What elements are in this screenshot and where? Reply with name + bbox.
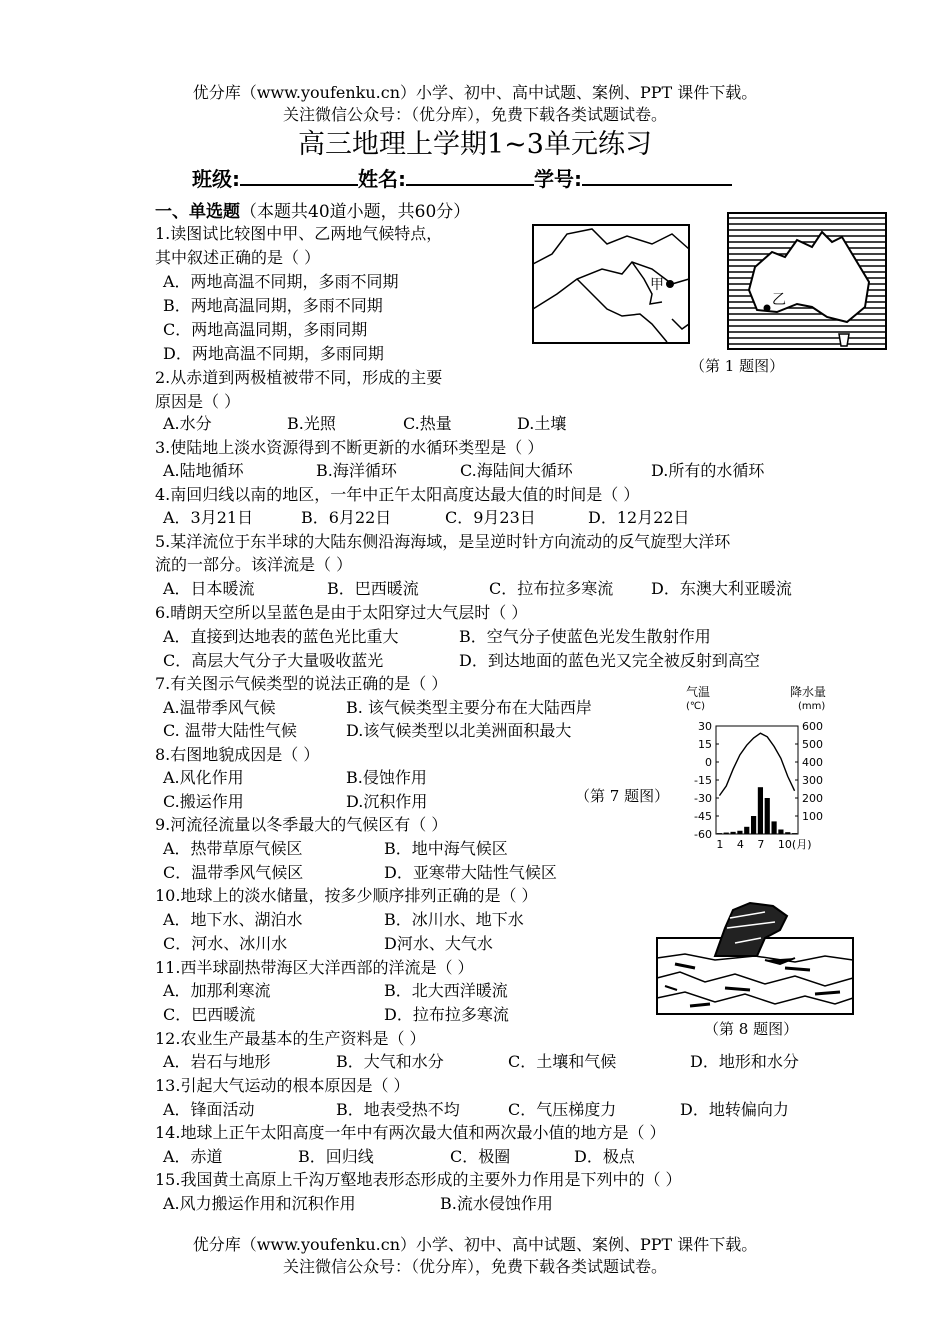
q12-option-a[interactable]: A．岩石与地形 [163,1052,271,1071]
q2-option-a[interactable]: A.水分 [163,414,212,433]
q8-option-a[interactable]: A.风化作用 [163,768,244,787]
q12-option-c[interactable]: C．土壤和气候 [508,1052,617,1071]
temp-tick-label: -45 [694,810,712,823]
question-3-stem: 3.使陆地上淡水资源得到不断更新的水循环类型是（ ） [155,438,544,457]
question-1-stem-2: 其中叙述正确的是（ ） [155,248,321,267]
temp-tick-label: -30 [694,792,712,805]
student-info-row [192,163,732,192]
question-14-stem: 14.地球上正午太阳高度一年中有两次最大值和两次最小值的地方是（ ） [155,1123,666,1142]
q7-option-c[interactable]: C. 温带大陆性气候 [163,721,297,740]
question-6-stem: 6.晴朗天空所以呈蓝色是由于太阳穿过大气层时（ ） [155,603,528,622]
precip-bar [771,821,776,834]
question-7-stem: 7.有关图示气候类型的说法正确的是（ ） [155,674,448,693]
temp-tick-label: 0 [705,756,712,769]
question-12-stem: 12.农业生产最基本的生产资料是（ ） [155,1029,426,1048]
q13-option-b[interactable]: B．地表受热不均 [336,1100,460,1119]
q11-option-c[interactable]: C．巴西暖流 [163,1005,256,1024]
temp-tick-label: 15 [698,738,712,751]
question-4-stem: 4.南回归线以南的地区，一年中正午太阳高度达最大值的时间是（ ） [155,485,640,504]
question-8-stem: 8.右图地貌成因是（ ） [155,745,320,764]
class-label: 班级: [192,167,240,191]
q10-option-b[interactable]: B．冰川水、地下水 [384,910,524,929]
q7-option-d[interactable]: D.该气候类型以北美洲面积最大 [346,721,572,740]
q14-option-c[interactable]: C．极圈 [450,1147,511,1166]
q5-option-b[interactable]: B．巴西暖流 [327,579,419,598]
q9-option-a[interactable]: A．热带草原气候区 [163,839,303,858]
section-title: 一、单选题 [155,202,240,222]
question-15-stem: 15.我国黄土高原上千沟万壑地表形态形成的主要外力作用是下列中的（ ） [155,1170,682,1189]
q10-option-d[interactable]: D河水、大气水 [384,934,493,953]
precip-bar [778,830,783,835]
q6-option-d[interactable]: D．到达地面的蓝色光又完全被反射到高空 [459,651,760,670]
q10-option-a[interactable]: A．地下水、湖泊水 [163,910,303,929]
q12-option-b[interactable]: B．大气和水分 [336,1052,444,1071]
q9-option-b[interactable]: B．地中海气候区 [384,839,508,858]
temp-tick-label: -15 [694,774,712,787]
q14-option-b[interactable]: B．回归线 [298,1147,374,1166]
q4-option-d[interactable]: D．12月22日 [588,508,690,527]
q3-option-b[interactable]: B.海洋循环 [316,461,397,480]
page-title: 高三地理上学期1~3单元练习 [298,129,652,160]
q6-option-b[interactable]: B．空气分子使蓝色光发生散射作用 [459,627,711,646]
precip-bar [751,816,756,834]
q8-option-c[interactable]: C.搬运作用 [163,792,244,811]
month-tick-label: 7 [757,838,765,851]
q13-option-a[interactable]: A．锋面活动 [163,1100,255,1119]
q5-option-a[interactable]: A．日本暖流 [163,579,255,598]
q3-option-a[interactable]: A.陆地循环 [163,461,244,480]
label-jia: 甲 [650,277,664,293]
q7-option-a[interactable]: A.温带季风气候 [163,698,276,717]
temp-axis-unit: (℃) [686,701,706,712]
precip-bar [765,798,770,834]
q14-option-d[interactable]: D．极点 [574,1147,635,1166]
figure-8-landform [655,898,855,1016]
figure-1-map-yi [727,212,887,350]
question-1-stem-1: 1.读图试比较图中甲、乙两地气候特点， [155,224,443,243]
id-label: 学号: [534,167,582,191]
month-tick-label: 4 [736,838,744,851]
q6-option-c[interactable]: C．高层大气分子大量吸收蓝光 [163,651,384,670]
q9-option-c[interactable]: C．温带季风气候区 [163,863,304,882]
q2-option-b[interactable]: B.光照 [287,414,336,433]
q15-option-a[interactable]: A.风力搬运作用和沉积作用 [163,1194,356,1213]
name-label: 姓名: [358,167,406,191]
precip-bar [758,787,763,834]
section-note: （本题共40道小题，共60分） [240,202,471,222]
temp-axis-title: 气温 [686,685,711,699]
q12-option-d[interactable]: D．地形和水分 [690,1052,799,1071]
q3-option-d[interactable]: D.所有的水循环 [651,461,765,480]
precip-bar [730,832,735,834]
q10-option-c[interactable]: C．河水、冰川水 [163,934,288,953]
site-header-line2: 关注微信公众号：（优分库），免费下载各类试题试卷。 [282,105,667,124]
q1-option-d[interactable]: D．两地高温不同期，多雨同期 [163,344,384,363]
q6-option-a[interactable]: A．直接到达地表的蓝色光比重大 [163,627,399,646]
precip-bar [785,832,790,834]
q3-option-c[interactable]: C.海陆间大循环 [460,461,573,480]
month-tick-label: 1 [716,838,724,851]
q4-option-b[interactable]: B．6月22日 [301,508,392,527]
q13-option-d[interactable]: D．地转偏向力 [680,1100,789,1119]
q9-option-d[interactable]: D．亚寒带大陆性气候区 [384,863,557,882]
precip-tick-label: 600 [802,720,823,733]
id-blank[interactable] [582,164,732,186]
q14-option-a[interactable]: A．赤道 [163,1147,223,1166]
q5-option-d[interactable]: D．东澳大利亚暖流 [651,579,792,598]
temp-tick-label: 30 [698,720,712,733]
question-5-stem-2: 流的一部分。该洋流是（ ） [155,555,353,574]
q7-option-b[interactable]: B. 该气候类型主要分布在大陆西岸 [346,698,592,717]
q15-option-b[interactable]: B.流水侵蚀作用 [440,1194,553,1213]
question-2-stem-2: 原因是（ ） [155,392,241,411]
q1-option-b[interactable]: B．两地高温同期，多雨不同期 [163,296,383,315]
name-blank[interactable] [406,164,534,186]
q13-option-c[interactable]: C．气压梯度力 [508,1100,617,1119]
figure-1-caption: （第 1 题图） [690,357,785,375]
figure-1-map-jia [532,224,690,344]
question-11-stem: 11.西半球副热带海区大洋西部的洋流是（ ） [155,958,474,977]
precip-tick-label: 400 [802,756,823,769]
precip-axis-unit: (mm) [798,701,826,712]
q11-option-b[interactable]: B．北大西洋暖流 [384,981,508,1000]
q5-option-c[interactable]: C．拉布拉多寒流 [489,579,614,598]
q1-option-c[interactable]: C．两地高温同期，多雨同期 [163,320,368,339]
q4-option-c[interactable]: C．9月23日 [445,508,536,527]
temperature-line [719,733,794,795]
figure-7-climate-chart [680,684,850,854]
figure-8-caption: （第 8 题图） [704,1020,799,1038]
precip-bar [792,833,797,834]
site-footer-line2: 关注微信公众号：（优分库），免费下载各类试题试卷。 [282,1257,667,1276]
precip-bar [717,833,722,834]
q11-option-a[interactable]: A．加那利寒流 [163,981,271,1000]
question-2-stem-1: 2.从赤道到两极植被带不同，形成的主要 [155,368,443,387]
question-13-stem: 13.引起大气运动的根本原因是（ ） [155,1076,410,1095]
q8-option-d[interactable]: D.沉积作用 [346,792,428,811]
q4-option-a[interactable]: A．3月21日 [163,508,254,527]
precip-axis-title: 降水量 [790,685,827,699]
month-tick-label: 10(月) [777,838,812,851]
precip-tick-label: 100 [802,810,823,823]
q1-option-a[interactable]: A．两地高温不同期，多雨不同期 [163,272,399,291]
precip-bar [724,833,729,834]
q2-option-d[interactable]: D.土壤 [517,414,567,433]
temp-tick-label: -60 [694,828,712,841]
q11-option-d[interactable]: D．拉布拉多寒流 [384,1005,509,1024]
q2-option-c[interactable]: C.热量 [403,414,452,433]
figure-7-caption: （第 7 题图） [575,787,670,805]
precip-bar [744,827,749,834]
q8-option-b[interactable]: B.侵蚀作用 [346,768,427,787]
precip-tick-label: 300 [802,774,823,787]
question-5-stem-1: 5.某洋流位于东半球的大陆东侧沿海海域，是呈逆时针方向流动的反气旋型大洋环 [155,532,731,551]
question-10-stem: 10.地球上的淡水储量，按多少顺序排列正确的是（ ） [155,886,538,905]
label-yi: 乙 [772,292,786,308]
precip-tick-label: 200 [802,792,823,805]
precip-tick-label: 500 [802,738,823,751]
site-footer-line1: 优分库（www.youfenku.cn）小学、初中、高中试题、案例、PPT 课件下载。 [192,1235,758,1254]
precip-bar [737,831,742,834]
class-blank[interactable] [240,164,358,186]
section-heading [155,200,470,224]
site-header-line1: 优分库（www.youfenku.cn）小学、初中、高中试题、案例、PPT 课件下载。 [192,83,758,102]
question-9-stem: 9.河流径流量以冬季最大的气候区有（ ） [155,815,448,834]
